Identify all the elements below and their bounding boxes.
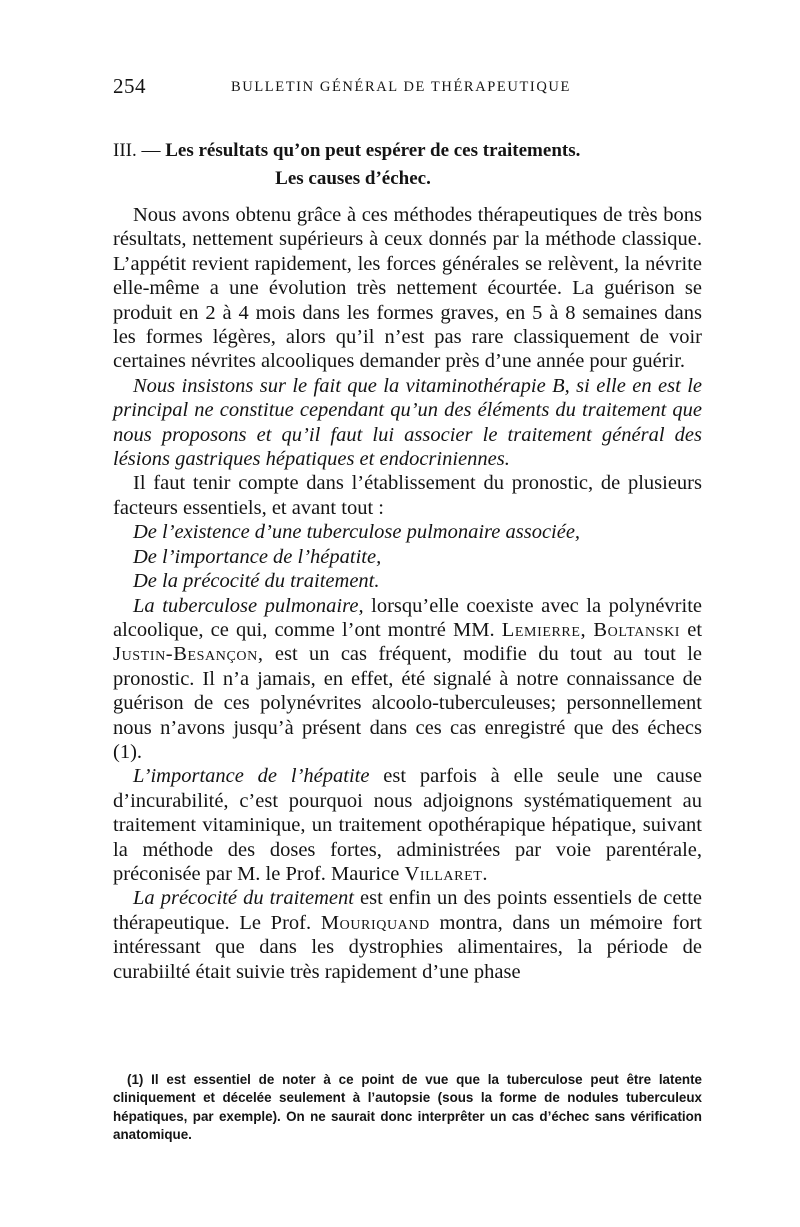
author-name: Villaret. <box>404 862 489 885</box>
footnote-text <box>113 1071 702 1144</box>
section-heading-line1 <box>113 137 703 165</box>
paragraph-results: Nous avons obtenu grâce à ces méthodes thérapeutiques de très bons résultats, nettement supérieurs à ceux donnés par la méthode classique. L’appétit revient rapidement, les forces générales se relèvent, la névrite elle-même a une évolution très nettement écourtée. La guérison se produit en 2 à 4 mois dans les formes graves, en 5 à 8 semaines dans les formes légères, alors qu’il n’est pas rare classiquement de voir certaines névrites alcooliques demander près d’une année pour guérir. <box>113 204 702 373</box>
paragraph-hepatitis: L’importance de l’hépatite est parfois à elle seule une cause d’incurabilité, c’est pourquoi nous adjoignons systématiquement au traitement vitaminique, un traitement opothérapique hépatique, suivant la méthode des doses fortes, administrées par voie parentérale, préconisée par M. le Prof. Maurice Villaret. <box>113 765 702 885</box>
paragraph-tuberculosis-lead: La tuberculose pulmonaire, <box>133 594 364 617</box>
paragraph-tuberculosis: La tuberculose pulmonaire, lorsqu’elle coexiste avec la polynévrite alcoolique, ce qui, comme l’ont montré MM. Lemierre, Boltanski et Justin-Besançon, est un cas fréquent, modifie du tout au tout le pronostic. Il n’a jamais, en effet, été signalé à notre connaissance de guérison de ces polynévrites alcoolo-tuberculeuses; personnellement nous n’avons jusqu’à présent dans ces cas enregistré que des échecs (1). <box>113 594 703 763</box>
list-item-precocity: De la précocité du traitement. <box>133 570 380 593</box>
list-item-hepatitis: De l’importance de l’hépatite, <box>133 545 382 568</box>
footnote <box>113 1071 702 1144</box>
paragraph-precocity: La précocité du traitement est enfin un des points essentiels de cette thérapeutique. Le Prof. Mouriquand montra, dans un mémoire fort intéressant que dans les dystrophies alimentaires, la période de curabiilté était suivie très rapidement d’une phase <box>113 887 703 983</box>
paragraph-precocity-lead: La précocité du traitement <box>133 887 354 910</box>
page-header <box>113 74 698 104</box>
paragraph-vitamin-therapy: Nous insistons sur le fait que la vitaminothérapie B, si elle en est le principal ne constitue cependant qu’un des éléments du traitement que nous proposons et qu’il faut lui associer le traitement général des lésions gastriques hépatiques et endocriniennes. <box>113 374 702 471</box>
section-title-line2: Les causes d’échec. <box>275 168 431 189</box>
paragraph-prognosis: Il faut tenir compte dans l’établissement du pronostic, de plusieurs facteurs essentiels, et avant tout : <box>113 472 702 519</box>
section-number: III. — <box>113 140 161 161</box>
author-name: Justin-Besançon, <box>113 643 264 666</box>
list-item-tuberculosis: De l’existence d’une tuberculose pulmonaire associée, <box>133 521 581 544</box>
footnote-mark: (1) <box>127 1072 144 1087</box>
section-heading <box>113 137 703 193</box>
author-name: Lemierre, <box>501 618 587 641</box>
paragraph-hepatitis-lead: L’importance de l’hépatite <box>133 765 370 788</box>
author-name: Boltanski <box>593 618 681 641</box>
running-title: BULLETIN GÉNÉRAL DE THÉRAPEUTIQUE <box>231 79 571 95</box>
page-number: 254 <box>113 74 146 98</box>
footnote-body: Il est essentiel de noter à ce point de vue que la tuberculose peut être latente cliniquement et décelée seulement à l’autopsie (sous la forme de nodules tuberculeux hépatiques, par exemple). On ne saurait donc interprêter un cas d’échec sans vérification anatomique. <box>113 1072 702 1142</box>
body-text <box>113 203 702 984</box>
author-name: Mouriquand <box>320 911 430 934</box>
section-title-line1: Les résultats qu’on peut espérer de ces traitements. <box>165 140 581 161</box>
